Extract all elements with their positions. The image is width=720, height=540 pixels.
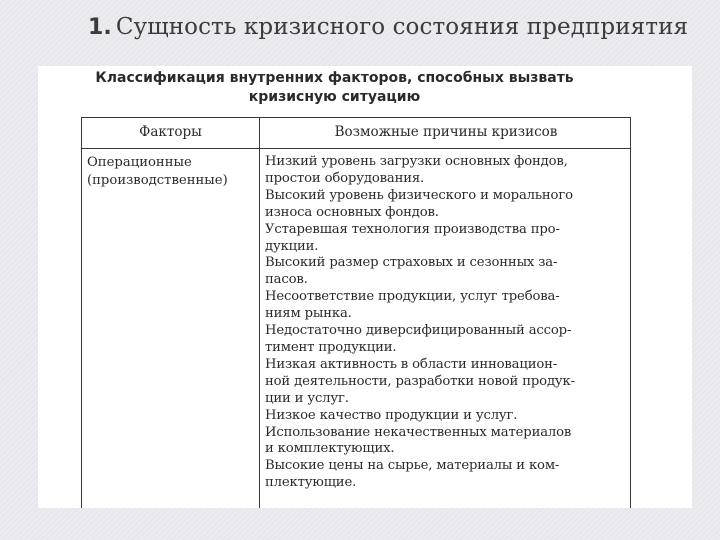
header-factors: Факторы: [139, 124, 202, 140]
reasons-cell: [265, 154, 631, 492]
reason-line: простои оборудования.: [265, 170, 425, 186]
reason-line: Использование некачественных материалов: [265, 424, 572, 440]
reason-line: ции и услуг.: [265, 390, 349, 406]
slide-title: [88, 14, 688, 40]
reason-line: дукции.: [265, 238, 319, 254]
reason-line: Высокие цены на сырье, материалы и ком-: [265, 458, 560, 474]
table-caption: [38, 69, 631, 107]
reason-line: ниям рынка.: [265, 306, 352, 322]
document-image: [38, 66, 692, 508]
reason-line: Низкое качество продукции и услуг.: [265, 407, 518, 423]
factor-cell: [87, 154, 257, 190]
reason-line: и комплектующих.: [265, 441, 395, 457]
header-reasons: Возможные причины кризисов: [334, 124, 558, 140]
factors-table: [81, 117, 631, 508]
reason-line: плектующие.: [265, 475, 357, 491]
reason-line: Несоответствие продукции, услуг требова-: [265, 289, 560, 305]
reason-line: тимент продукции.: [265, 339, 397, 355]
reason-line: Устаревшая технология производства про-: [265, 221, 560, 237]
reason-line: Высокий размер страховых и сезонных за-: [265, 255, 558, 271]
reason-line: пасов.: [265, 272, 308, 288]
factor-line: (производственные): [87, 173, 228, 188]
header-divider: [82, 148, 630, 149]
reason-line: износа основных фондов.: [265, 204, 439, 220]
reason-line: Высокий уровень физического и морального: [265, 187, 573, 203]
reason-line: Недостаточно диверсифицированный ассор-: [265, 323, 572, 339]
reason-line: Низкая активность в области инновацион-: [265, 356, 558, 372]
slide-title-text: Сущность кризисного состояния предприятия: [115, 14, 689, 40]
column-divider: [259, 118, 260, 508]
table-caption-line: Классификация внутренних факторов, способных вызвать: [95, 70, 574, 86]
reason-line: ной деятельности, разработки новой продук-: [265, 373, 575, 389]
table-caption-line: кризисную ситуацию: [248, 89, 421, 105]
factor-line: Операционные: [87, 155, 192, 170]
slide-number: 1.: [88, 15, 112, 40]
reason-line: Низкий уровень загрузки основных фондов,: [265, 154, 568, 169]
